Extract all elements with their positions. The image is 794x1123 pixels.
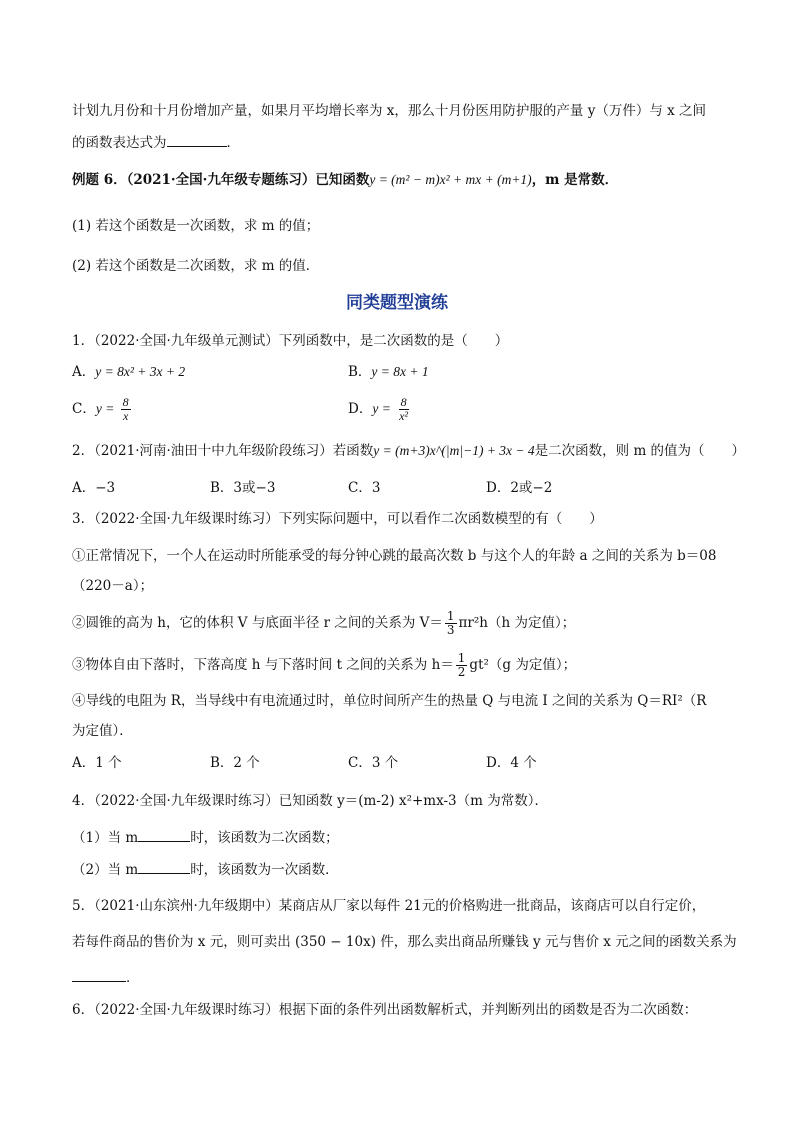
section-title: 同类题型演练 (346, 293, 448, 313)
option-label: C． (72, 401, 96, 417)
fraction (445, 610, 457, 637)
question-1-stem: 1．（2022·全国·九年级单元测试）下列函数中，是二次函数的是（ ） (72, 333, 509, 349)
fraction (397, 396, 410, 423)
fraction-numerator: 8 (400, 395, 407, 409)
question-source: 2．（2021·河南·油田十中九年级阶段练习）若函数 (72, 443, 374, 459)
fraction (121, 396, 131, 423)
q3-item-3 (72, 652, 576, 679)
q3-option-d: D．4 个 (486, 755, 537, 771)
question-6-stem: 6．（2022·全国·九年级课时练习）根据下面的条件列出函数解析式，并判断列出的函数是否为二次函数： (72, 1002, 698, 1018)
example-6-part-2: (2) 若这个函数是二次函数，求 m 的值． (72, 258, 320, 274)
item-text: ②圆锥的高为 h，它的体积 V 与底面半径 r 之间的关系为 V＝ (72, 615, 443, 631)
part-text: 时，该函数为一次函数． (190, 862, 339, 878)
q3-option-a: A．1 个 (72, 755, 122, 771)
example-6-suffix: ，m 是常数． (531, 172, 619, 188)
answer-blank (138, 841, 190, 842)
fraction-numerator: 1 (457, 651, 466, 665)
q2-option-d: D．2或−2 (486, 480, 553, 496)
question-suffix: 是二次函数，则 m 的值为（ ） (534, 443, 746, 459)
option-label: D． (348, 401, 373, 417)
q3-item-1-line-1: ①正常情况下，一个人在运动时所能承受的每分钟心跳的最高次数 b 与这个人的年龄 a 之间的关系为 b＝08 (72, 548, 717, 564)
q1-option-a (72, 362, 185, 382)
fraction-numerator: 8 (122, 395, 129, 409)
example-6-source: 例题 6．（2021·全国·九年级专题练习）已知函数 (72, 172, 370, 188)
item-text: ③物体自由下落时，下落高度 h 与下落时间 t 之间的关系为 h＝ (72, 657, 454, 673)
fraction-denominator: 3 (446, 623, 455, 637)
problem-text: 的函数表达式为 (72, 135, 167, 151)
option-formula: y = 8x + 1 (371, 364, 429, 379)
fraction-denominator: x (122, 409, 129, 423)
q3-item-2 (72, 610, 575, 637)
q1-option-d (348, 396, 412, 423)
question-3-stem: 3．（2022·全国·九年级课时练习）下列实际问题中，可以看作二次函数模型的有（ ） (72, 511, 603, 527)
example-6-formula: y = (m² − m)x² + mx + (m+1) (369, 172, 532, 187)
option-label: B． (348, 364, 372, 380)
option-formula: y = (95, 401, 115, 416)
q3-item-4-line-2: 为定值）． (72, 723, 133, 739)
problem-text-line: 计划九月份和十月份增加产量，如果月平均增长率为 x，那么十月份医用防护服的产量 y（万件）与 x 之间 (72, 103, 707, 119)
answer-blank (167, 146, 227, 147)
part-text: 时，该函数为二次函数； (190, 830, 339, 846)
example-6-part-1: (1) 若这个函数是一次函数，求 m 的值； (72, 218, 320, 234)
q2-option-b: B．3或−3 (210, 480, 276, 496)
q1-option-c (72, 396, 133, 423)
fraction (456, 652, 468, 679)
question-5-line-3 (72, 968, 140, 988)
answer-blank (72, 981, 126, 982)
example-6-stem (72, 170, 618, 190)
answer-blank (138, 873, 190, 874)
q3-option-c: C．3 个 (348, 755, 399, 771)
q3-item-1-line-2: （220－a）； (72, 578, 154, 594)
fraction-numerator: 1 (446, 609, 455, 623)
q2-option-a: A．−3 (72, 480, 116, 496)
problem-text-line (72, 133, 240, 153)
question-2-stem (72, 441, 745, 461)
question-4-stem: 4．（2022·全国·九年级课时练习）已知函数 y＝(m-2) x²+mx-3（m 为常数）． (72, 793, 548, 809)
q3-option-b: B．2 个 (210, 755, 260, 771)
question-5-line-1: 5．（2021·山东滨州·九年级期中）某商店从厂家以每件 21元的价格购进一批商品，该商店可以自行定价， (72, 898, 706, 914)
fraction-denominator: x² (399, 409, 409, 423)
q3-item-4-line-1: ④导线的电阻为 R，当导线中有电流通过时，单位时间所产生的热量 Q 与电流 I 之间的关系为 Q＝RI²（R (72, 693, 707, 709)
part-text: （1）当 m (72, 830, 139, 846)
punctuation: ． (126, 970, 140, 986)
q4-part-2 (72, 860, 339, 880)
fraction-denominator: 2 (457, 665, 466, 679)
part-text: （2）当 m (72, 862, 139, 878)
q1-option-b (348, 362, 429, 382)
item-text: πr²h（h 为定值）； (458, 615, 576, 631)
q2-option-c: C．3 (348, 480, 381, 496)
option-formula: y = 8x² + 3x + 2 (95, 364, 186, 379)
option-label: A． (72, 364, 96, 380)
question-formula: y = (m+3)x^(|m|−1) + 3x − 4 (373, 443, 535, 458)
option-formula: y = (372, 401, 391, 416)
q4-part-1 (72, 828, 339, 848)
item-text: gt²（g 为定值）； (469, 657, 577, 673)
punctuation: ． (226, 135, 240, 151)
question-5-line-2: 若每件商品的售价为 x 元，则可卖出 (350 − 10x) 件，那么卖出商品所赚钱 y 元与售价 x 元之间的函数关系为 (72, 934, 737, 950)
